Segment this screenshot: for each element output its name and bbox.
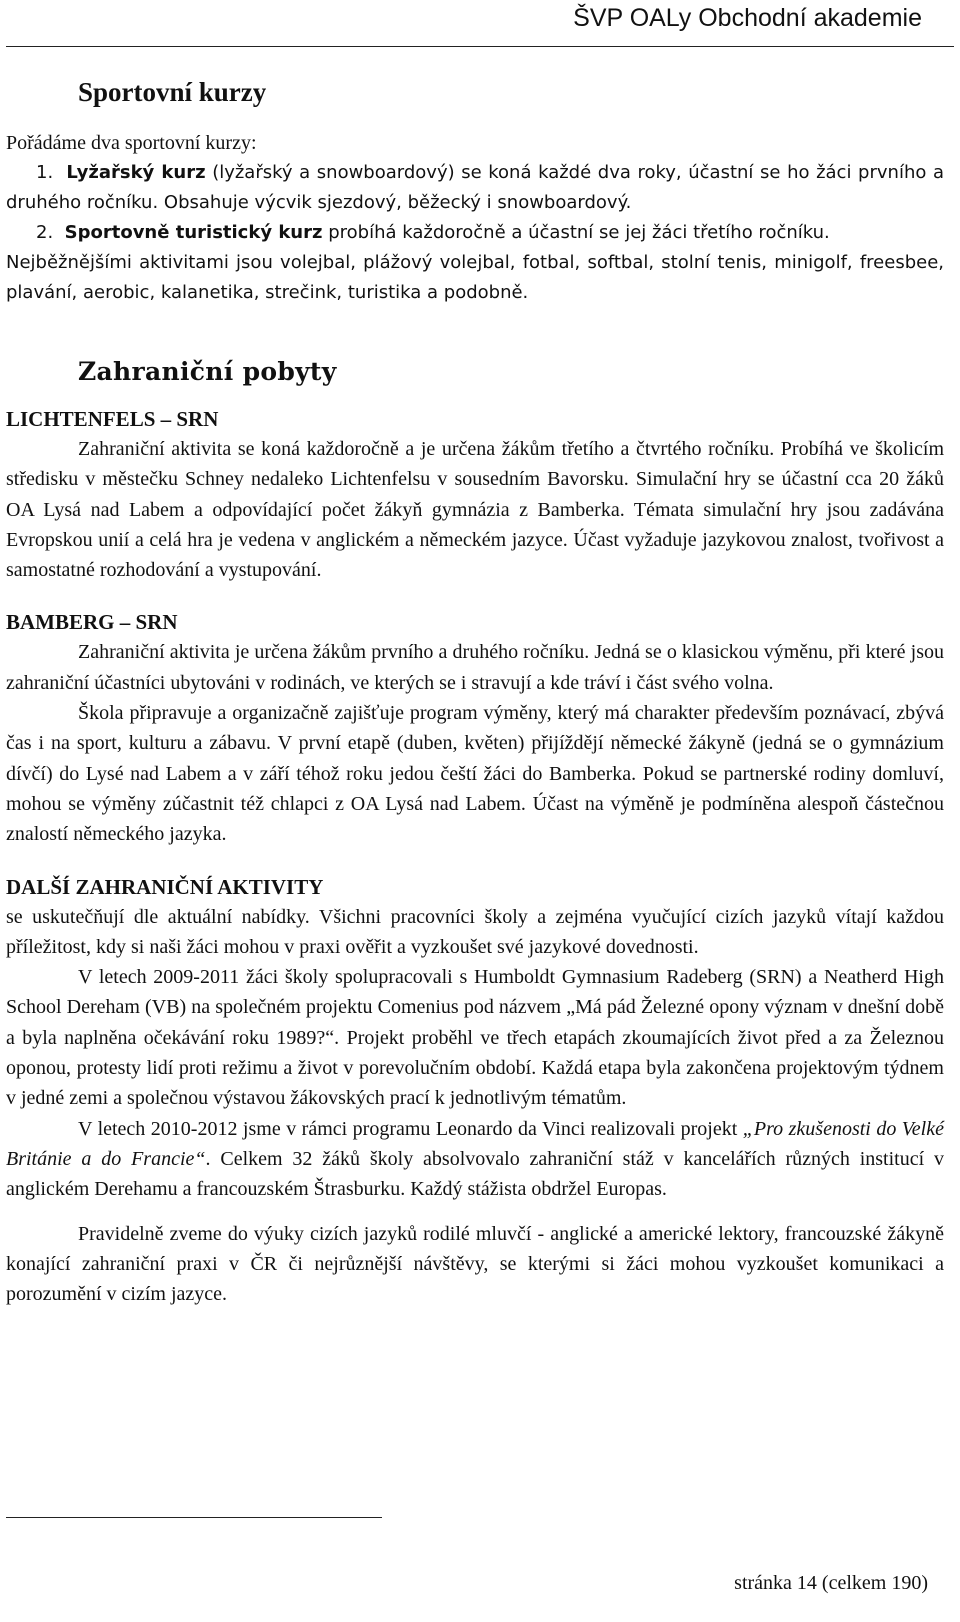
label-lichtenfels: LICHTENFELS – SRN: [6, 407, 219, 431]
course-number: 1.: [36, 162, 54, 183]
other-text-4: Pravidelně zveme do výuky cizích jazyků rodilé mluvčí - anglické a americké lektory, francouzské žákyně konající zahraniční praxi v ČR či nejrůznější návštěvy, se kterými si žáci mohou vyzkoušet komunikaci a porozumění v cizím jazyce.: [6, 1222, 944, 1306]
course-list: [6, 158, 944, 248]
page-number: stránka 14 (celkem 190): [734, 1572, 928, 1594]
footer-divider: [6, 1517, 382, 1518]
other-text-2: V letech 2009-2011 žáci školy spolupracovali s Humboldt Gymnasium Radeberg (SRN) a Neatherd High School Dereham (VB) na společném projektu Comenius pod názvem „Má pád Železné opony význam v dnešní době a byla naplněna očekávání roku 1989?“. Projekt proběhl ve třech etapách zkoumajících život před a za Železnou oponou, protesty lidí proti režimu a život v porevolučním období. Každá etapa byla zakončena projektovým týdnem v jedné zemi a společnou výstavou žákovských prací k jednotlivým tématům.: [6, 966, 944, 1110]
course-description: probíhá každoročně a účastní se jej žáci třetího ročníku.: [328, 222, 830, 243]
lichtenfels-text: Zahraniční aktivita se koná každoročně a je určena žákům třetího a čtvrtého ročníku. Probíhá ve školicím středisku v městečku Schney nedaleko Lichtenfelsu v sousedním Bavorsku. Simulační hry se účastní cca 20 žáků OA Lysá nad Labem a odpovídající počet žákyň gymnázia z Bamberka. Témata simulační hry jsou zadávána Evropskou unií a celá hra je vedena v anglickém a německém jazyce. Účast vyžaduje jazykovou znalost, tvořivost a samostatné rozhodování a vystupování.: [6, 438, 944, 582]
label-other-activities: DALŠÍ ZAHRANIČNÍ AKTIVITY: [6, 874, 324, 899]
sport-section: [6, 128, 944, 308]
sport-intro: Pořádáme dva sportovní kurzy:: [6, 132, 257, 154]
header-divider: [6, 46, 954, 47]
leonardo-project-title: „Pro zkušenosti do Velké Británie a do Francie“: [6, 1117, 944, 1170]
label-bamberg: BAMBERG – SRN: [6, 610, 178, 635]
course-name: Sportovně turistický kurz: [64, 222, 323, 243]
page-content: [6, 72, 944, 1309]
sport-activities: Nejběžnějšími aktivitami jsou volejbal, plážový volejbal, fotbal, softbal, stolní tenis, minigolf, freesbee, plavání, aerobic, kalanetika, strečink, turistika a podobně.: [6, 252, 944, 303]
running-header: ŠVP OALy Obchodní akademie: [573, 4, 922, 32]
heading-abroad: Zahraniční pobyty: [78, 357, 337, 386]
course-description: (lyžařský a snowboardový) se koná každé dva roky, účastní se ho žáci prvního a druhého ročníku. Obsahuje výcvik sjezdový, běžecký i snowboardový.: [6, 162, 944, 213]
bamberg-text-1: Zahraniční aktivita je určena žákům prvního a druhého ročníku. Jedná se o klasickou výměnu, při které jsou zahraniční účastníci ubytováni v rodinách, ve kterých se i stravují a kde tráví i část svého volna.: [6, 641, 944, 694]
bamberg-text-2: Škola připravuje a organizačně zajišťuje program výměny, který má charakter především poznávací, zbývá čas i na sport, kulturu a zábavu. V první etapě (duben, květen) přijíždějí německé žákyně (jedná se o gymnázium dívčí) do Lysé nad Labem a v září téhož roku jedou čeští žáci do Bamberka. Pokud se partnerské rodiny domluví, mohou se výměny zúčastnit též chlapci z OA Lysá nad Labem. Účast na výměně je podmíněna alespoň částečnou znalostí německého jazyka.: [6, 702, 944, 846]
leonardo-text-start: V letech 2010-2012 jsme v rámci programu Leonardo da Vinci realizovali projekt: [78, 1117, 743, 1140]
leonardo-text-end: . Celkem 32 žáků školy absolvovalo zahraniční stáž v kancelářích různých institucí v anglickém Derehamu a francouzském Štrasburku. Každý stážista obdržel Europas.: [6, 1147, 944, 1201]
other-text-3: [6, 1114, 944, 1205]
other-text-1: se uskutečňují dle aktuální nabídky. Všichni pracovníci školy a zejména vyučující cizích jazyků vítají každou příležitost, kdy si naši žáci mohou v praxi ověřit a vyzkoušet své jazykové dovednosti.: [6, 905, 944, 958]
course-number: 2.: [36, 222, 54, 243]
course-name: Lyžařský kurz: [66, 162, 206, 183]
course-item-tourist: [6, 218, 944, 248]
course-item-ski: [6, 158, 944, 218]
heading-sport: Sportovní kurzy: [78, 77, 267, 107]
